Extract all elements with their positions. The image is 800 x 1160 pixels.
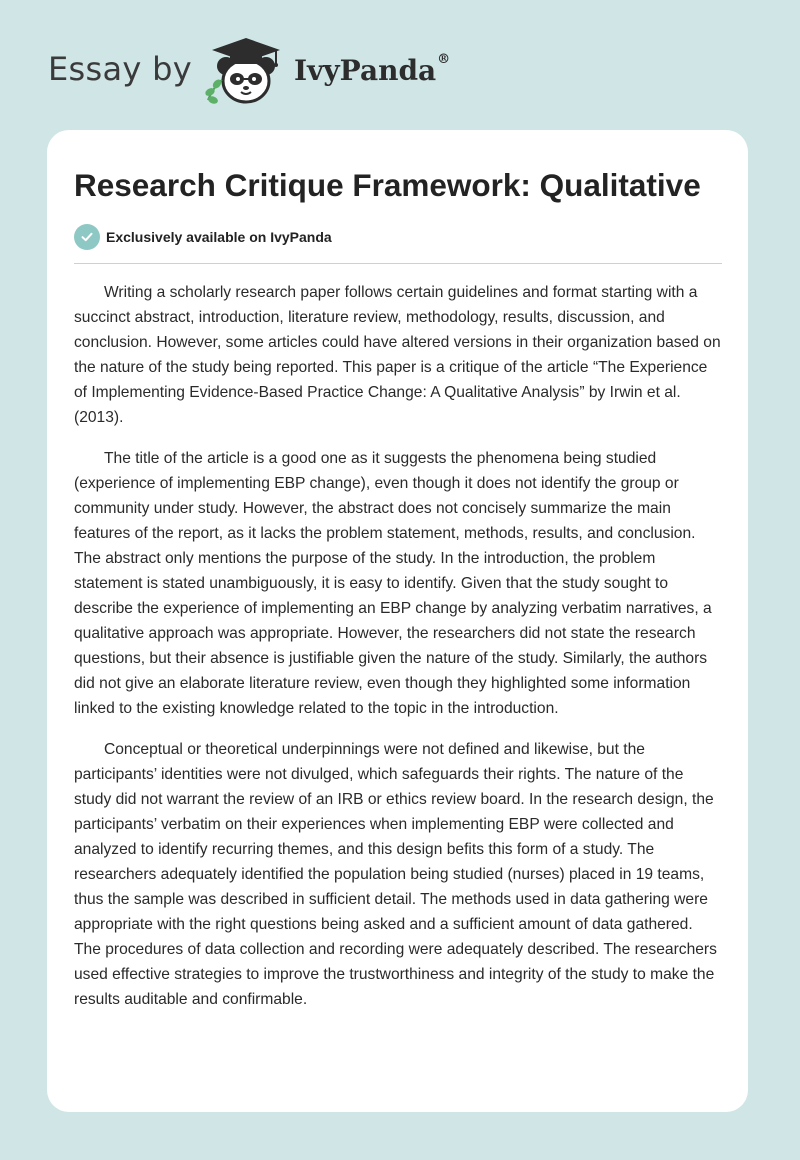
- panda-graduate-icon[interactable]: [202, 34, 290, 108]
- exclusive-badge: [74, 223, 721, 251]
- page-title: Research Critique Framework: Qualitative: [74, 167, 701, 203]
- essay-card: [47, 130, 748, 1112]
- paragraph: The title of the article is a good one as it suggests the phenomena being studied (experience of implementing EBP change), even though it does not identify the group or community under study. However, the abstract does not concisely summarize the main features of the report, as it lacks the problem statement, methods, results, and conclusion. The abstract only mentions the purpose of the study. In the introduction, the problem statement is stated unambiguously, it is easy to identify. Given that the study sought to describe the experience of implementing an EBP change by analyzing verbatim narratives, a qualitative approach was appropriate. However, the researchers did not state the research questions, but their absence is justifiable given the nature of the study. Similarly, the authors did not give an elaborate literature review, even though they highlighted some information linked to the existing knowledge related to the topic in the introduction.: [74, 450, 712, 717]
- registered-mark: ®: [437, 52, 451, 67]
- brand-prefix: Essay by: [48, 50, 192, 88]
- brand-header: [48, 34, 508, 108]
- paragraph: Conceptual or theoretical underpinnings were not defined and likewise, but the participants’ identities were not divulged, which safeguards their rights. The nature of the study did not warrant the review of an IRB or ethics review board. In the research design, the participants’ verbatim on their experiences when implementing EBP were collected and analyzed to identify recurring themes, and this design befits this form of a study. The researchers adequately identified the population being studied (nurses) placed in 19 teams, thus the sample was described in sufficient detail. The methods used in data gathering were appropriate with the right questions being asked and a sufficient amount of data gathered. The procedures of data collection and recording were adequately described. The researchers used effective strategies to improve the trustworthiness and integrity of the study to make the results auditable and confirmable.: [74, 741, 717, 1008]
- divider: [74, 263, 722, 264]
- brand-name[interactable]: IvyPanda®: [294, 52, 451, 87]
- check-icon: [74, 224, 100, 250]
- paragraph: Writing a scholarly research paper follows certain guidelines and format starting with a succinct abstract, introduction, literature review, methodology, results, discussion, and conclusion. However, some articles could have altered versions in their organization based on the nature of the study being reported. This paper is a critique of the article “The Experience of Implementing Evidence-Based Practice Change: A Qualitative Analysis” by Irwin et al. (2013).: [74, 284, 721, 426]
- badge-label: Exclusively available on IvyPanda: [106, 229, 332, 245]
- article-body: [74, 280, 722, 1012]
